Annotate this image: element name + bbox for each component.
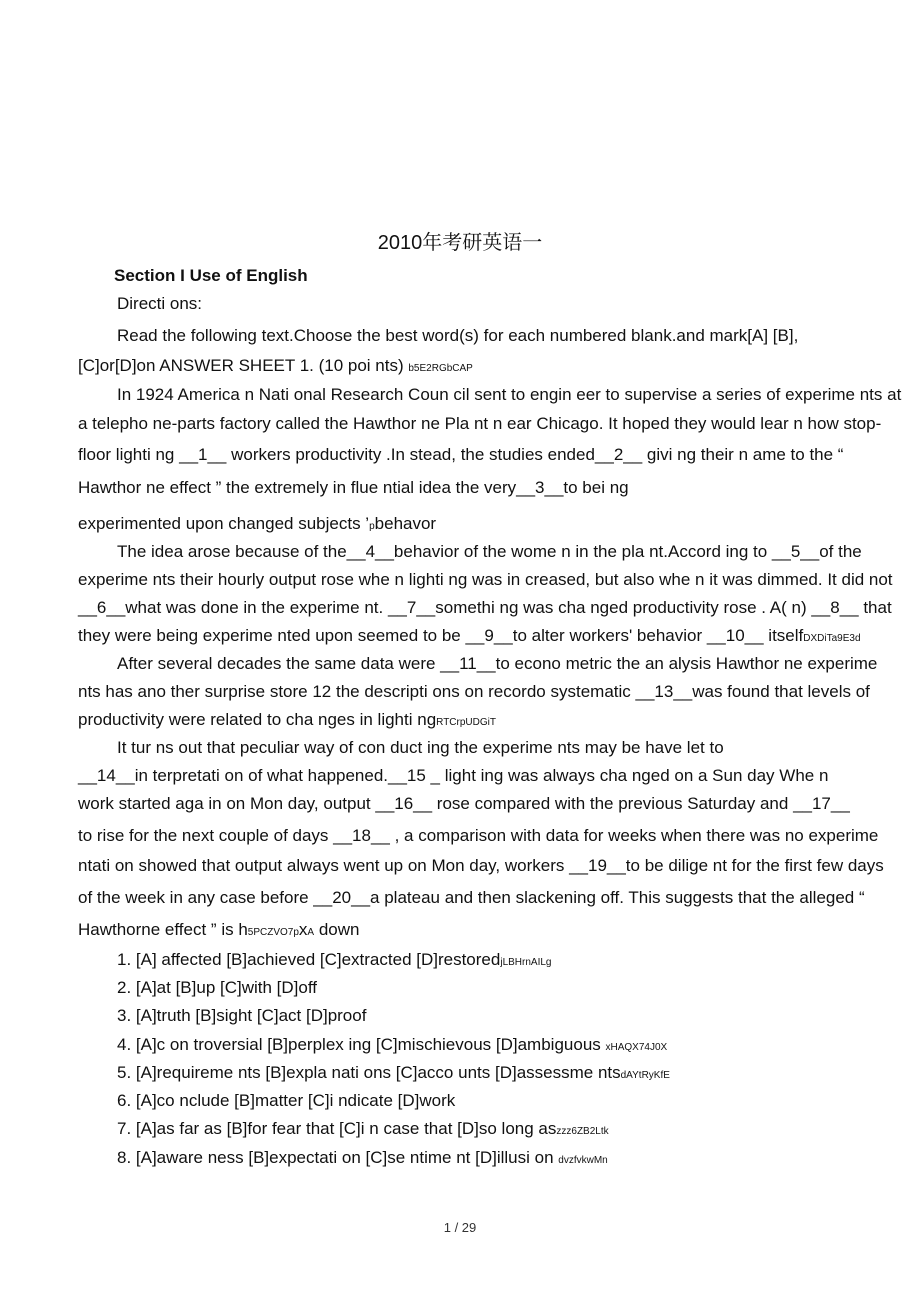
passage-line: Hawthorne effect ” is h5PCZVO7pxA down <box>78 920 360 939</box>
passage-line: It tur ns out that peculiar way of con duct ing the experime nts may be have let to <box>117 738 724 757</box>
passage-line: a telepho ne-parts factory called the Hawthor ne Pla nt n ear Chicago. It hoped they would lear n how stop- <box>78 414 882 433</box>
passage-line: experimented upon changed subjects ’pbehavor <box>78 514 437 533</box>
page-title: 2010年考研英语一 <box>377 232 543 254</box>
passage-line: In 1924 America n Nati onal Research Coun cil sent to engin eer to supervise a series of experime nts at <box>117 385 902 404</box>
question-item: 2. [A]at [B]up [C]with [D]off <box>117 978 317 997</box>
passage-line: work started aga in on Mon day, output __16__ rose compared with the previous Saturday and __17__ <box>78 794 850 813</box>
passage-line: The idea arose because of the__4__behavior of the wome n in the pla nt.Accord ing to __5__of the <box>117 542 862 561</box>
instructions-line-2: [C]or[D]on ANSWER SHEET 1. (10 poi nts) b5E2RGbCAP <box>78 356 473 375</box>
instructions-line-1: Read the following text.Choose the best word(s) for each numbered blank.and mark[A] [B], <box>117 326 799 345</box>
passage-line: __14__in terpretati on of what happened.__15 _ light ing was always cha nged on a Sun day Whe n <box>78 766 829 785</box>
question-item: 4. [A]c on troversial [B]perplex ing [C]mischievous [D]ambiguous xHAQX74J0X <box>117 1035 668 1054</box>
question-item: 7. [A]as far as [B]for fear that [C]i n case that [D]so long aszzz6ZB2Ltk <box>117 1119 609 1138</box>
passage-line: Hawthor ne effect ” the extremely in flue ntial idea the very__3__to bei ng <box>78 478 629 497</box>
page-number: 1 / 29 <box>443 1220 477 1235</box>
passage-line: of the week in any case before __20__a plateau and then slackening off. This suggests that the alleged “ <box>78 888 865 907</box>
instructions-code: b5E2RGbCAP <box>408 363 473 374</box>
passage-line: ntati on showed that output always went up on Mon day, workers __19__to be dilige nt for the first few days <box>78 856 884 875</box>
directions-label: Directi ons: <box>117 294 203 313</box>
passage-line: __6__what was done in the experime nt. __7__somethi ng was cha nged productivity rose . A( n) __8__ that <box>78 598 892 617</box>
passage-line: they were being experime nted upon seemed to be __9__to alter workers' behavior __10__ itselfDXDiTa9E3d <box>78 626 861 645</box>
passage-line: nts has ano ther surprise store 12 the descripti ons on recordo systematic __13__was found that levels of <box>78 682 870 701</box>
question-item: 5. [A]requireme nts [B]expla nati ons [C]acco unts [D]assessme ntsdAYtRyKfE <box>117 1063 670 1082</box>
question-item: 1. [A] affected [B]achieved [C]extracted [D]restoredjLBHrnAILg <box>117 950 552 969</box>
question-item: 8. [A]aware ness [B]expectati on [C]se ntime nt [D]illusi on dvzfvkwMn <box>117 1148 608 1167</box>
passage-line: to rise for the next couple of days __18__ , a comparison with data for weeks when there was no experime <box>78 826 879 845</box>
passage-line: productivity were related to cha nges in lighti ngRTCrpUDGiT <box>78 710 496 729</box>
passage-line: After several decades the same data were __11__to econo metric the an alysis Hawthor ne experime <box>117 654 878 673</box>
passage-line: experime nts their hourly output rose whe n lighti ng was in creased, but also whe n it was dimmed. It did not <box>78 570 893 589</box>
section-title: Section I Use of English <box>114 266 308 285</box>
question-item: 6. [A]co nclude [B]matter [C]i ndicate [D]work <box>117 1091 456 1110</box>
passage-line: floor lighti ng __1__ workers productivity .In stead, the studies ended__2__ givi ng their n ame to the “ <box>78 445 844 464</box>
question-item: 3. [A]truth [B]sight [C]act [D]proof <box>117 1006 367 1025</box>
